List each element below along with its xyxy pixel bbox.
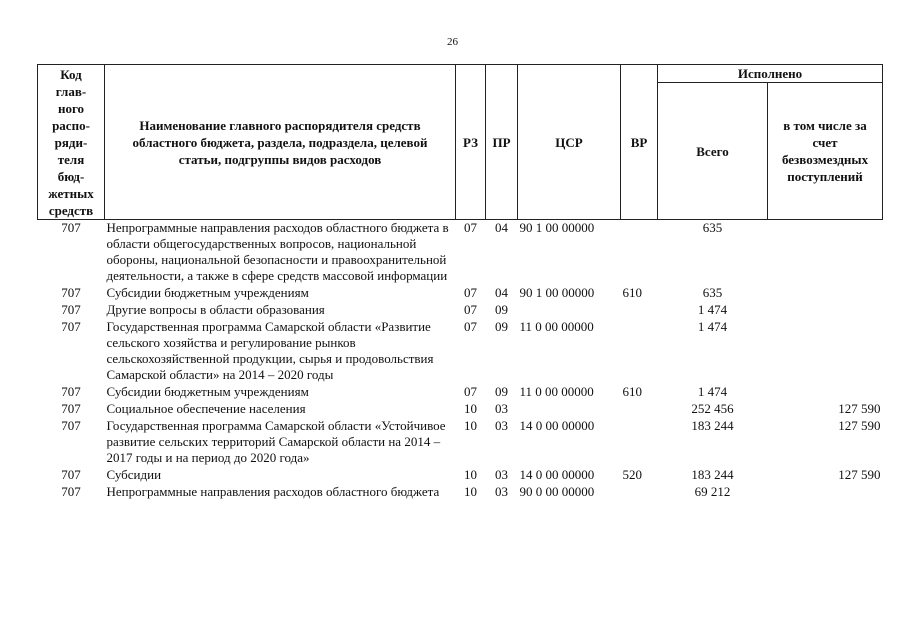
cell-csr: 90 0 00 00000 xyxy=(519,484,595,499)
cell-csr: 14 0 00 00000 xyxy=(519,467,595,482)
cell-rz: 10 xyxy=(464,418,477,433)
cell-code: 707 xyxy=(61,418,81,433)
cell-pr: 09 xyxy=(495,302,508,317)
cell-pr: 03 xyxy=(495,467,508,482)
cell-csr: 11 0 00 00000 xyxy=(519,384,594,399)
cell-total: 1 474 xyxy=(697,319,728,334)
cell-pr: 09 xyxy=(495,384,508,399)
budget-execution-table xyxy=(37,64,883,501)
cell-code: 707 xyxy=(61,401,81,416)
cell-total: 635 xyxy=(702,220,723,235)
cell-name: Непрограммные направления расходов областного бюджета xyxy=(106,484,440,499)
cell-csr: 90 1 00 00000 xyxy=(519,285,595,300)
cell-total: 1 474 xyxy=(697,302,728,317)
table-body xyxy=(38,220,883,502)
header-code-line: жетных xyxy=(48,185,94,201)
cell-code: 707 xyxy=(61,384,81,399)
cell-pr: 04 xyxy=(495,285,508,300)
cell-vr xyxy=(621,401,658,418)
cell-code: 707 xyxy=(61,467,81,482)
header-rz: РЗ xyxy=(456,65,486,220)
cell-free-receipts: 127 590 xyxy=(838,418,881,433)
cell-free-receipts xyxy=(768,484,883,501)
cell-total: 183 244 xyxy=(691,467,734,482)
cell-vr: 610 xyxy=(622,384,642,399)
header-code-line: ряди- xyxy=(54,134,88,150)
header-csr: ЦСР xyxy=(518,65,621,220)
cell-free-receipts: 127 590 xyxy=(838,467,881,482)
cell-vr: 610 xyxy=(622,285,642,300)
table-row xyxy=(38,484,883,501)
cell-name: Субсидии бюджетным учреждениям xyxy=(106,384,309,399)
cell-free-receipts xyxy=(768,220,883,286)
cell-csr: 14 0 00 00000 xyxy=(519,418,595,433)
table-row xyxy=(38,384,883,401)
cell-code: 707 xyxy=(61,285,81,300)
header-row-1 xyxy=(38,65,883,83)
cell-csr xyxy=(518,302,621,319)
table-row xyxy=(38,467,883,484)
header-code-line: средств xyxy=(48,202,94,218)
table-row xyxy=(38,319,883,384)
cell-rz: 07 xyxy=(464,220,477,235)
table-row xyxy=(38,285,883,302)
cell-code: 707 xyxy=(61,220,81,235)
table-header xyxy=(38,65,883,220)
header-code-line: Код xyxy=(60,66,82,82)
table-row xyxy=(38,220,883,286)
table-row xyxy=(38,401,883,418)
cell-name: Государственная программа Самарской области «Устойчивое развитие сельских территорий Самарской области на 2014 – 2017 годы и на период до 2020 года» xyxy=(106,418,446,465)
cell-vr: 520 xyxy=(622,467,642,482)
cell-rz: 10 xyxy=(464,401,477,416)
cell-vr xyxy=(621,319,658,384)
cell-pr: 09 xyxy=(495,319,508,334)
cell-free-receipts xyxy=(768,285,883,302)
header-code-line: распо- xyxy=(52,117,90,133)
cell-name: Субсидии бюджетным учреждениям xyxy=(106,285,309,300)
cell-name: Государственная программа Самарской области «Развитие сельского хозяйства и регулирование рынков сельскохозяйственной продукции, сырья и продовольствия Самарской области» на 2014 – 2020 годы xyxy=(106,319,434,382)
cell-rz: 07 xyxy=(464,384,477,399)
cell-csr: 11 0 00 00000 xyxy=(519,319,594,334)
header-free-receipts: в том числе за счет безвозмездных поступлений xyxy=(768,83,883,220)
cell-rz: 07 xyxy=(464,285,477,300)
cell-pr: 03 xyxy=(495,418,508,433)
cell-vr xyxy=(621,302,658,319)
cell-pr: 03 xyxy=(495,401,508,416)
cell-free-receipts: 127 590 xyxy=(838,401,881,416)
cell-total: 183 244 xyxy=(691,418,734,433)
cell-name: Социальное обеспечение населения xyxy=(106,401,306,416)
cell-name: Другие вопросы в области образования xyxy=(106,302,325,317)
header-name: Наименование главного распорядителя средств областного бюджета, раздела, подраздела, целевой статьи, подгруппы видов расходов xyxy=(105,65,456,220)
header-code-line: ного xyxy=(57,100,85,116)
cell-csr: 90 1 00 00000 xyxy=(519,220,595,235)
cell-total: 69 212 xyxy=(694,484,731,499)
cell-rz: 07 xyxy=(464,302,477,317)
cell-vr xyxy=(621,418,658,467)
cell-pr: 04 xyxy=(495,220,508,235)
cell-code: 707 xyxy=(61,319,81,334)
cell-pr: 03 xyxy=(495,484,508,499)
cell-free-receipts xyxy=(768,384,883,401)
cell-total: 252 456 xyxy=(691,401,734,416)
header-total: Всего xyxy=(658,83,768,220)
page-number: 26 xyxy=(447,36,458,48)
cell-name: Непрограммные направления расходов областного бюджета в области общегосударственных вопросов, национальной обороны, национальной безопасности и правоохранительной деятельности, а также в сфере средств массовой информации xyxy=(106,220,449,283)
header-vr: ВР xyxy=(621,65,658,220)
header-executed: Исполнено xyxy=(658,65,883,83)
cell-free-receipts xyxy=(768,319,883,384)
cell-vr xyxy=(621,484,658,501)
cell-rz: 07 xyxy=(464,319,477,334)
cell-total: 635 xyxy=(702,285,723,300)
cell-rz: 10 xyxy=(464,484,477,499)
cell-free-receipts xyxy=(768,302,883,319)
cell-code: 707 xyxy=(61,484,81,499)
header-code-line: теля xyxy=(57,151,85,167)
table-row xyxy=(38,418,883,467)
cell-rz: 10 xyxy=(464,467,477,482)
cell-total: 1 474 xyxy=(697,384,728,399)
table-row xyxy=(38,302,883,319)
cell-vr xyxy=(621,220,658,286)
cell-csr xyxy=(518,401,621,418)
header-code-line: бюд- xyxy=(57,168,85,184)
header-pr: ПР xyxy=(486,65,518,220)
header-code-line: глав- xyxy=(55,83,87,99)
cell-name: Субсидии xyxy=(106,467,162,482)
header-code xyxy=(38,65,105,220)
cell-code: 707 xyxy=(61,302,81,317)
